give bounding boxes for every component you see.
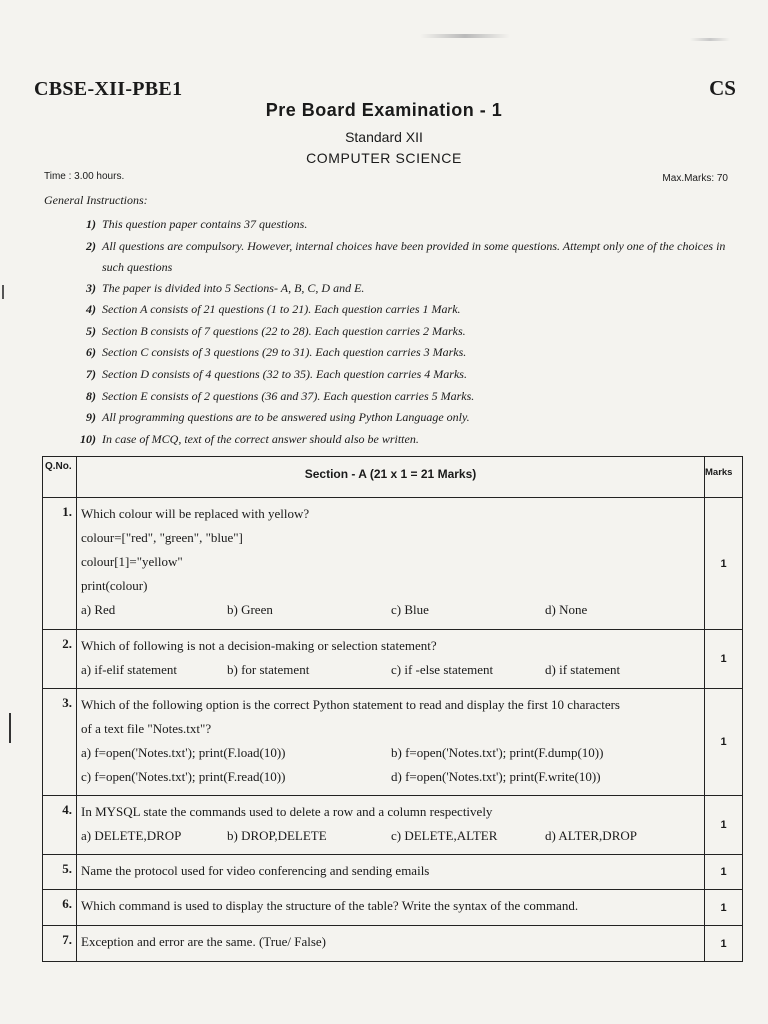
margin-mark	[9, 713, 11, 743]
question-row	[43, 890, 743, 926]
option-a: a) DELETE,DROP	[81, 828, 182, 843]
instruction-item: 4) Section A consists of 21 questions (1 to 21). Each question carries 1 Mark.	[86, 302, 461, 317]
marks-header: Marks	[705, 457, 743, 498]
question-text: Which command is used to display the structure of the table? Write the syntax of the command.	[81, 898, 579, 913]
exam-title: Pre Board Examination - 1	[265, 100, 503, 120]
option-d: d) ALTER,DROP	[545, 828, 637, 843]
instructions-heading: General Instructions:	[44, 193, 148, 207]
instruction-item: 10) In case of MCQ, text of the correct answer should also be written.	[80, 431, 419, 446]
margin-mark	[2, 285, 4, 299]
question-text: In MYSQL state the commands used to delete a row and a column respectively	[81, 804, 493, 819]
section-heading: Section - A (21 x 1 = 21 Marks)	[77, 457, 705, 498]
instruction-item: 1) This question paper contains 37 questions.	[86, 217, 308, 231]
question-body	[77, 630, 705, 689]
code-line: print(colour)	[81, 578, 148, 593]
question-text: Which of following is not a decision-making or selection statement?	[81, 638, 437, 653]
option-c: c) Blue	[391, 602, 429, 617]
option-c: c) if -else statement	[391, 662, 494, 677]
option-d: d) f=open('Notes.txt'); print(F.write(10))	[391, 769, 601, 784]
question-text: of a text file "Notes.txt"?	[81, 721, 212, 736]
code-line: colour=["red", "green", "blue"]	[81, 530, 243, 545]
scan-smudge	[690, 38, 730, 41]
options-row	[81, 741, 700, 765]
option-d: d) None	[545, 602, 588, 617]
subject-code: CS	[709, 76, 736, 100]
option-c: c) DELETE,ALTER	[391, 828, 498, 843]
questions-table	[42, 456, 743, 962]
option-a: a) f=open('Notes.txt'); print(F.load(10))	[81, 745, 286, 760]
option-a: a) Red	[81, 602, 116, 617]
code-line: colour[1]="yellow"	[81, 554, 183, 569]
question-text: Name the protocol used for video conferencing and sending emails	[81, 863, 430, 878]
question-text: Which of the following option is the correct Python statement to read and display the first 10 characters	[81, 697, 620, 712]
option-d: d) if statement	[545, 662, 621, 677]
instruction-item: 2) All questions are compulsory. However, internal choices have been provided in some questions. Attempt only one of the choices in such questions	[86, 238, 726, 274]
question-marks: 1	[705, 796, 743, 855]
question-number: 6.	[43, 890, 77, 926]
question-marks: 1	[705, 630, 743, 689]
question-marks: 1	[705, 926, 743, 962]
time-label: Time : 3.00 hours.	[44, 171, 125, 182]
question-body	[77, 689, 705, 796]
option-a: a) if-elif statement	[81, 662, 178, 677]
question-marks: 1	[705, 689, 743, 796]
scan-smudge	[420, 34, 510, 38]
table-header-row	[43, 457, 743, 498]
qno-header: Q.No.	[43, 457, 77, 498]
question-number: 4.	[43, 796, 77, 855]
question-marks: 1	[705, 890, 743, 926]
question-marks: 1	[705, 498, 743, 630]
question-body	[77, 498, 705, 630]
question-row	[43, 855, 743, 890]
instruction-item: 3) The paper is divided into 5 Sections- A, B, C, D and E.	[86, 280, 365, 295]
options-row	[81, 765, 700, 789]
subject-name: COMPUTER SCIENCE	[306, 150, 462, 166]
option-b: b) for statement	[227, 662, 310, 677]
paper-code: CBSE-XII-PBE1	[34, 78, 183, 100]
instruction-item: 9) All programming questions are to be answered using Python Language only.	[86, 410, 470, 425]
instruction-item: 5) Section B consists of 7 questions (22 to 28). Each question carries 2 Marks.	[86, 323, 466, 338]
option-c: c) f=open('Notes.txt'); print(F.read(10))	[81, 769, 286, 784]
standard-label: Standard XII	[345, 129, 423, 145]
max-marks-label: Max.Marks: 70	[662, 173, 728, 184]
instruction-item: 6) Section C consists of 3 questions (29 to 31). Each question carries 3 Marks.	[86, 345, 467, 360]
question-number: 2.	[43, 630, 77, 689]
question-number: 5.	[43, 855, 77, 890]
instruction-item: 7) Section D consists of 4 questions (32 to 35). Each question carries 4 Marks.	[86, 366, 467, 381]
question-text: Exception and error are the same. (True/ False)	[81, 934, 326, 949]
question-number: 3.	[43, 689, 77, 796]
question-row	[43, 689, 743, 796]
options-row	[81, 598, 700, 622]
question-marks: 1	[705, 855, 743, 890]
options-row	[81, 658, 700, 682]
option-b: b) f=open('Notes.txt'); print(F.dump(10))	[391, 745, 604, 760]
instructions-list	[60, 214, 740, 450]
question-row	[43, 926, 743, 962]
question-body	[77, 796, 705, 855]
question-number: 1.	[43, 498, 77, 630]
question-row	[43, 630, 743, 689]
question-number: 7.	[43, 926, 77, 962]
question-body	[77, 926, 705, 962]
question-row	[43, 498, 743, 630]
instruction-item: 8) Section E consists of 2 questions (36 and 37). Each question carries 5 Marks.	[86, 388, 475, 403]
question-body	[77, 855, 705, 890]
option-b: b) Green	[227, 602, 273, 617]
options-row	[81, 824, 700, 848]
option-b: b) DROP,DELETE	[227, 828, 327, 843]
question-text: Which colour will be replaced with yellow?	[81, 506, 310, 521]
question-row	[43, 796, 743, 855]
question-body	[77, 890, 705, 926]
